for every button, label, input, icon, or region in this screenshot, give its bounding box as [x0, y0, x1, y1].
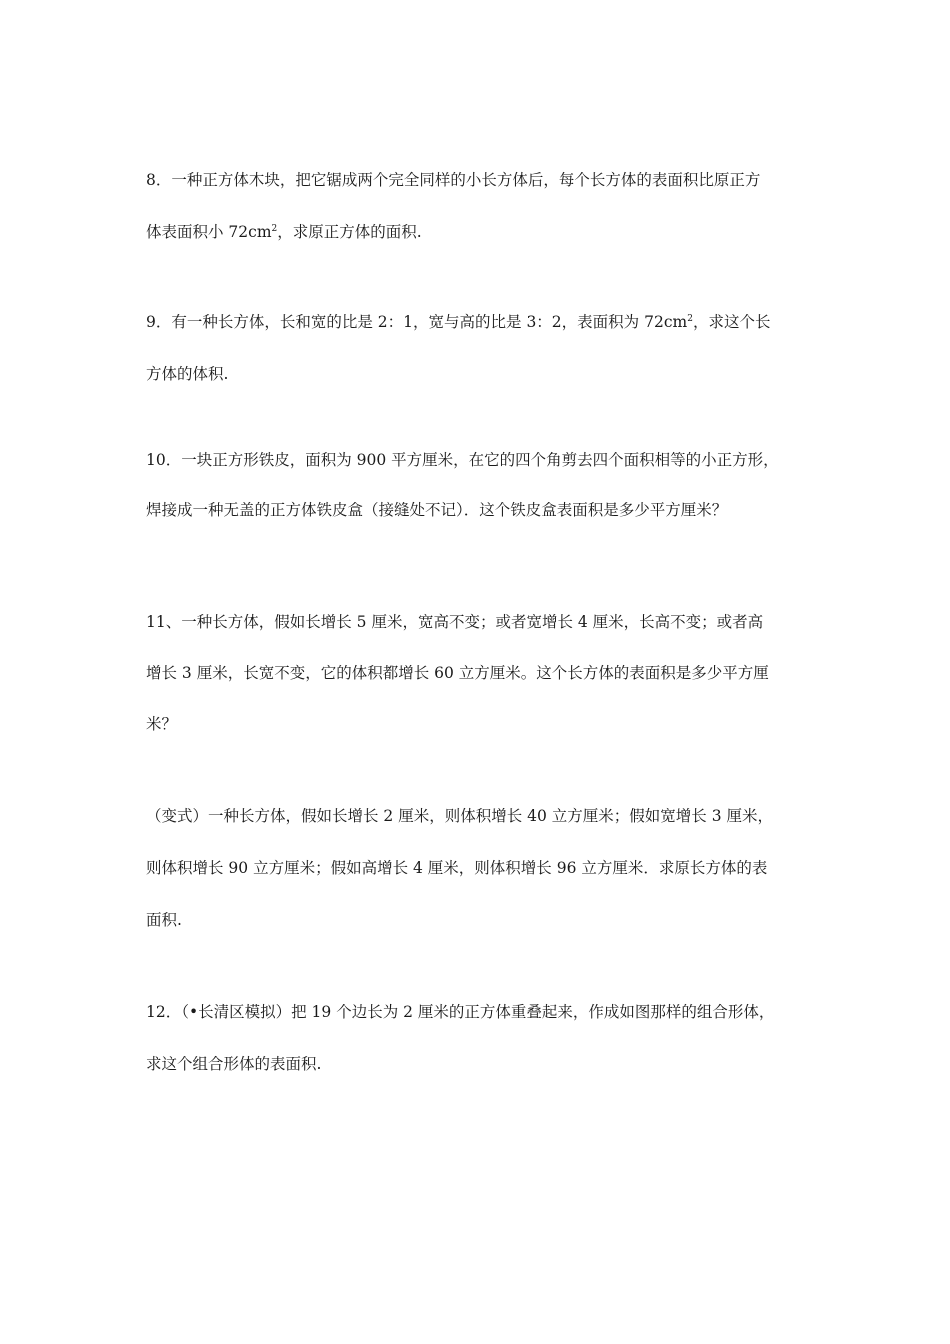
problem-11-line-3: 米？ [146, 715, 178, 733]
problem-10-line-1: 10．一块正方形铁皮，面积为 900 平方厘米，在它的四个角剪去四个面积相等的小正方形， [146, 451, 779, 469]
variant-line-2: 则体积增长 90 立方厘米；假如高增长 4 厘米，则体积增长 96 立方厘米．求原长方体的表 [146, 859, 768, 877]
problem-10-line-2: 焊接成一种无盖的正方体铁皮盒（接缝处不记）．这个铁皮盒表面积是多少平方厘米？ [146, 501, 728, 519]
problem-8-line-1: 8．一种正方体木块，把它锯成两个完全同样的小长方体后，每个长方体的表面积比原正方 [146, 171, 761, 189]
problem-8-line-2 [146, 222, 422, 242]
problem-11-line-2: 增长 3 厘米，长宽不变，它的体积都增长 60 立方厘米。这个长方体的表面积是多少平方厘 [146, 664, 769, 682]
problem-9-text-tail: ，求这个长 [692, 313, 771, 331]
problem-12-line-2: 求这个组合形体的表面积. [146, 1055, 322, 1073]
variant-line-3: 面积. [146, 911, 182, 929]
problem-8-text: 体表面积小 72cm [146, 223, 272, 241]
problem-11-line-1: 11、一种长方体，假如长增长 5 厘米，宽高不变；或者宽增长 4 厘米，长高不变；或者高 [146, 613, 764, 631]
problem-9-line-1 [146, 312, 770, 332]
variant-line-1: （变式）一种长方体，假如长增长 2 厘米，则体积增长 40 立方厘米；假如宽增长 3 厘米， [146, 807, 774, 825]
problem-12-line-1: 12．（•长清区模拟）把 19 个边长为 2 厘米的正方体重叠起来，作成如图那样的组合形体， [146, 1003, 775, 1021]
problem-9-line-2: 方体的体积. [146, 365, 229, 383]
problem-9-text: 9．有一种长方体，长和宽的比是 2：1，宽与高的比是 3：2，表面积为 72cm [146, 313, 688, 331]
superscript-2: 2 [687, 313, 693, 324]
problem-8-text-tail: ，求原正方体的面积. [277, 223, 422, 241]
superscript-2: 2 [271, 223, 278, 234]
